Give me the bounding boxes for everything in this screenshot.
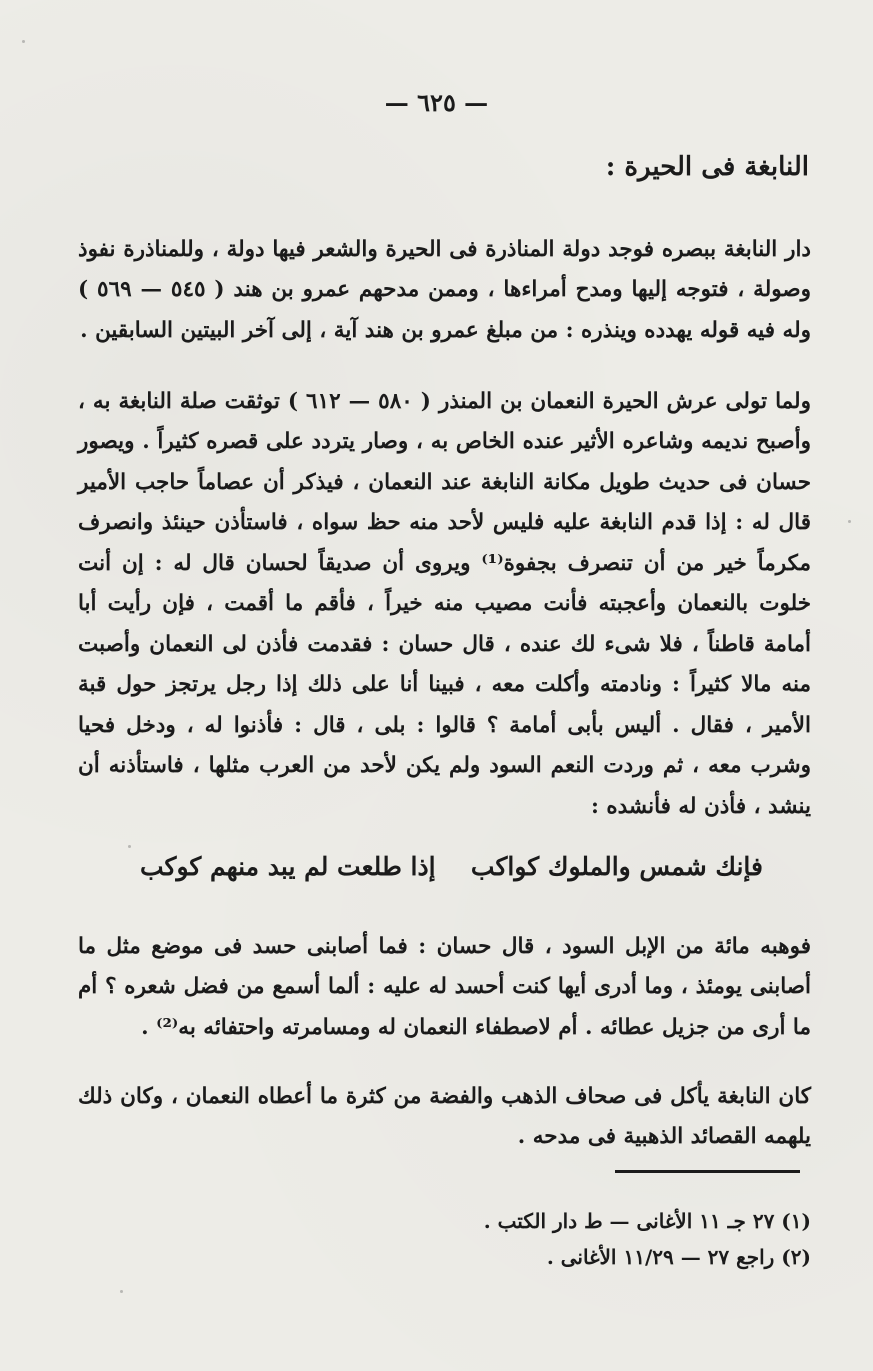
verse-first-hemistich: فإنك شمس والملوك كواكب <box>470 852 763 881</box>
footnote-2: (٢) راجع ٢٧ — ١١/٢٩ الأغانى . <box>546 1245 811 1269</box>
paragraph-4: كان النابغة يأكل فى صحاف الذهب والفضة من كثرة ما أعطاه النعمان ، وكان ذلك يلهمه القصائد الذهبية فى مدحه . <box>78 1083 811 1149</box>
section-heading: النابغة فى الحيرة : <box>605 152 809 182</box>
paragraph-1: دار النابغة ببصره فوجد دولة المناذرة فى الحيرة والشعر فيها دولة ، وللمناذرة نفوذ وصولة ، فتوجه إليها ومدح أمراءها ، وممن مدحهم عمرو بن هند ( ٥٤٥ — ٥٦٩ ) وله فيه قوله يهدده وينذره : من مبلغ عمرو بن هند آية ، إلى آخر البيتين السابقين . <box>78 236 811 343</box>
paragraph-3: فوهبه مائة من الإبل السود ، قال حسان : فما أصابنى حسد فى موضع مثل ما أصابنى يومئذ ، وما أدرى أيها كنت أحسد له عليه : ألما أسمع من فضل شعره ؟ أم ما أرى من جزيل عطائه . أم لاصطفاء النعمان له ومسامرته واحتفائه به⁽²⁾ . <box>78 933 811 1040</box>
paragraph-2: ولما تولى عرش الحيرة النعمان بن المنذر ( ٥٨٠ — ٦١٢ ) توثقت صلة النابغة به ، وأصبح نديمه وشاعره الأثير عنده الخاص به ، وصار يتردد على قصره كثيراً . ويصور حسان فى حديث طويل مكانة النابغة عند النعمان ، فيذكر أن عصاماً حاجب الأمير قال له : إذا قدم النابغة عليه فليس لأحد منه حظ سواه ، فاستأذن حينئذ وانصرف مكرماً خير من أن تنصرف بجفوة⁽¹⁾ ويروى أن صديقاً لحسان قال له : إن أنت خلوت بالنعمان وأعجبته فأنت مصيب منه خيراً ، فأقم ما أقمت ، فإن رأيت أبا أمامة قاطناً ، فلا شىء لك عنده ، قال حسان : فقدمت فأذن لى النعمان وأصبت منه مالا كثيراً : ونادمته وأكلت معه ، فبينا أنا على ذلك إذا رجل يرتجز حول قبة الأمير ، فقال . أليس بأبى أمامة ؟ قالوا : بلى ، قال : فأذنوا له ، ودخل فحيا وشرب معه ، ثم وردت النعم السود ولم يكن لأحد من العرب مثلها ، فاستأذنه أن ينشد ، فأذن له فأنشده : <box>78 388 811 819</box>
footnotes <box>300 1203 811 1275</box>
paper-speck <box>848 520 851 523</box>
paper-speck <box>22 40 25 43</box>
page-number: — ٦٢٥ — <box>384 88 489 117</box>
verse-second-hemistich: إذا طلعت لم يبد منهم كوكب <box>140 852 436 881</box>
poem-verse <box>140 852 763 881</box>
footnote-divider <box>615 1170 800 1173</box>
footnote-1: (١) ٢٧ جـ ١١ الأغانى — ط دار الكتب . <box>483 1209 811 1233</box>
paper-speck <box>128 845 131 848</box>
paper-speck <box>120 1290 123 1293</box>
